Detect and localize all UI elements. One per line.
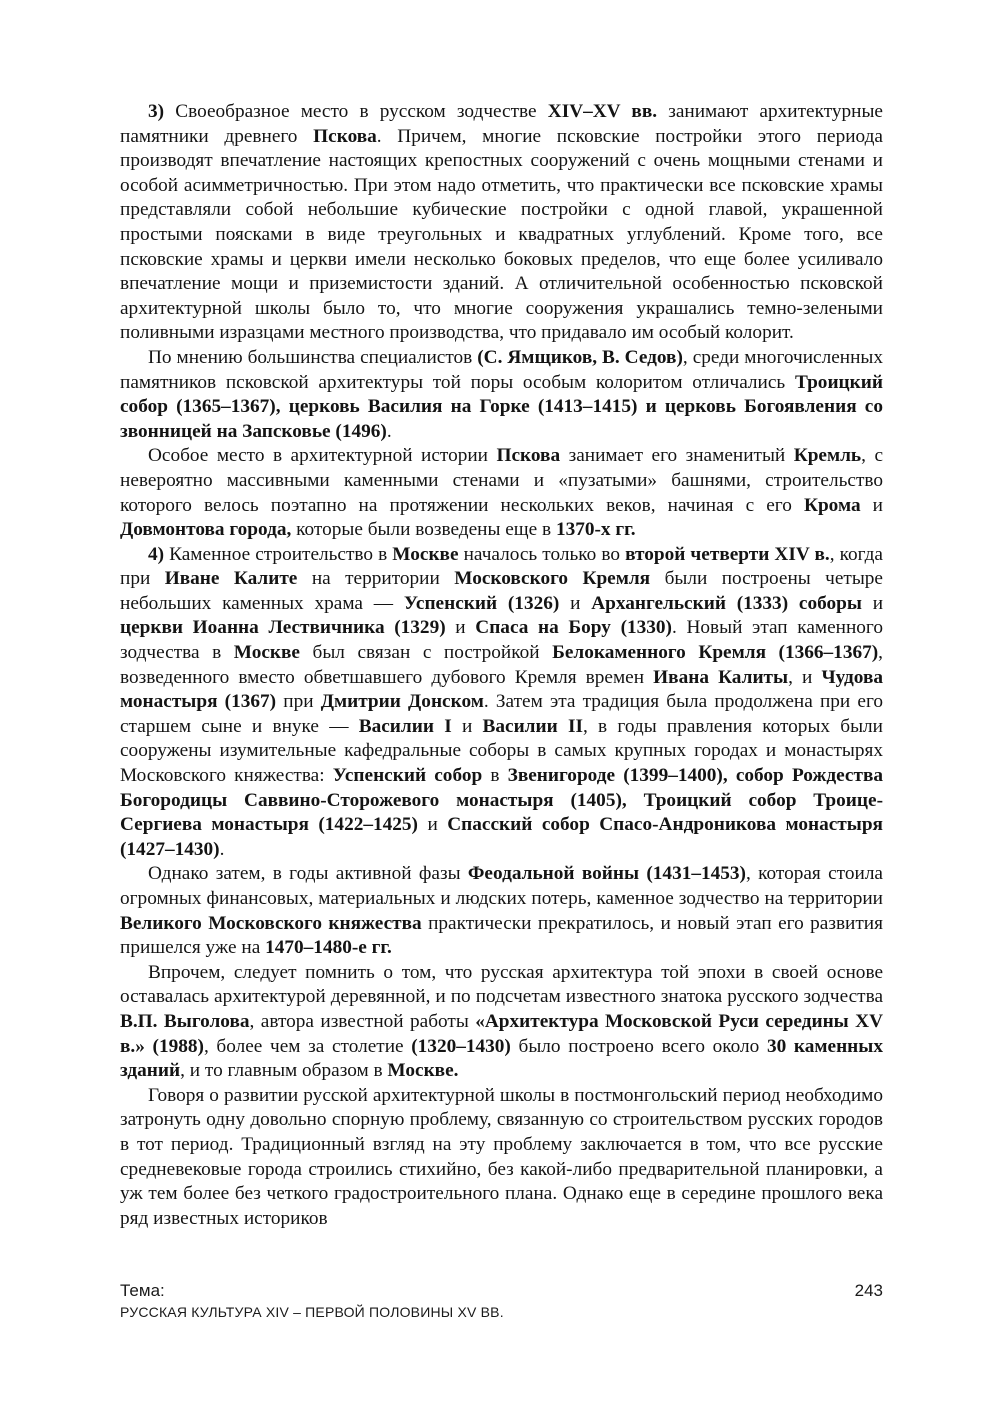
bold-text-run: XIV–XV вв.	[547, 101, 658, 122]
bold-text-run: второй четверти XIV в.	[625, 543, 830, 565]
text-run: Своеобразное место в русском зодчестве	[175, 101, 548, 122]
bold-text-run: 4)	[148, 543, 170, 565]
bold-text-run: Успенский собор	[332, 765, 483, 787]
topic-title: РУССКАЯ КУЛЬТУРА XIV – ПЕРВОЙ ПОЛОВИНЫ XV ВВ.	[120, 1304, 504, 1320]
bold-text-run: Белокаменного Кремля (1366–1367)	[552, 642, 879, 664]
text-run: , возведенного вместо обветшавшего дубового Кремля времен	[120, 642, 883, 688]
bold-text-run: Дмитрии Донском	[320, 691, 484, 713]
paragraph-pskov-architecture	[120, 100, 883, 346]
topic-label: Тема:	[120, 1281, 165, 1300]
bold-text-run: Пскова	[313, 125, 377, 147]
text-run: , более чем за столетие	[203, 1035, 412, 1057]
text-run: которые были возведены еще в	[291, 519, 556, 541]
bold-text-run: Иване Калите	[164, 568, 298, 590]
paragraph-pskov-monuments	[120, 346, 883, 444]
bold-text-run: Кремль	[793, 445, 862, 467]
text-run: Особое место в архитектурной истории	[148, 445, 497, 467]
text-run: занимают архитектурные памятники древнего	[120, 101, 883, 147]
text-run: и	[860, 494, 883, 516]
bold-text-run: (1320–1430)	[411, 1035, 511, 1057]
bold-text-run: 1370-х гг.	[555, 519, 636, 541]
body-text	[120, 100, 883, 1231]
text-run: и	[559, 592, 592, 614]
text-run: на территории	[297, 568, 455, 590]
text-run: , и	[788, 666, 822, 688]
bold-text-run: 3)	[148, 101, 176, 122]
bold-text-run: Звенигороде (1399–1400), собор Рождества Богородицы Саввино-Сторожевого монастыря (1405), Троицкий собор Троице-Сергиева монастыря (1422–1425)	[120, 765, 884, 836]
text-run: По мнению большинства специалистов	[148, 346, 478, 368]
text-run: и	[445, 617, 476, 639]
bold-text-run: Василии II	[482, 715, 583, 737]
text-run: , в годы правления которых были сооружены изумительные кафедральные соборы в самых крупных городах и монастырях Московского княжества:	[120, 715, 883, 787]
bold-text-run: 30 каменных зданий	[120, 1035, 883, 1082]
paragraph-pskov-kremlin	[120, 444, 883, 542]
bold-text-run: 1470–1480-е гг.	[265, 937, 392, 959]
text-run: , и то главным образом в	[180, 1060, 388, 1082]
bold-text-run: Успенский (1326)	[403, 592, 560, 614]
bold-text-run: Феодальной войны (1431–1453)	[467, 863, 746, 885]
text-run: началось только во	[458, 543, 626, 565]
text-run: .	[386, 420, 392, 442]
text-run: , с невероятно массивными каменными стенами и «пузатыми» башнями, строительство которого велось поэтапно на протяжении нескольких веков, начиная с его	[120, 445, 884, 516]
bold-text-run: В.П. Выголова	[120, 1010, 250, 1032]
text-run: . Причем, многие псковские постройки этого периода производят впечатление настоящих крепостных сооружений с очень мощными стенами и особой асимметричностью. При этом надо отметить, что практически все псковские храмы представляли собой небольшие кубические постройки с одной главой, украшенной простыми поясками в виде треугольных и квадратных углублений. Кроме того, все псковские храмы и церкви имели несколько боковых пределов, что еще более усиливало впечатление мощи и приземистости зданий. А отличительной особенностью псковской архитектурной школы было то, что многие сооружения украшались темно-зелеными поливными изразцами местного производства, что придавало им особый колорит.	[120, 125, 883, 344]
text-run: Каменное строительство в	[169, 543, 393, 565]
text-run: , автора известной работы	[249, 1010, 476, 1032]
bold-text-run: Спасский собор Спасо-Андроникова монастыря (1427–1430)	[120, 814, 883, 860]
bold-text-run: Москве	[233, 642, 300, 664]
paragraph-feudal-war	[120, 862, 883, 960]
bold-text-run: Василии I	[358, 715, 452, 737]
bold-text-run: Пскова	[496, 445, 561, 467]
bold-text-run: Чудова монастыря (1367)	[120, 666, 883, 713]
text-run: , когда при	[120, 543, 883, 590]
bold-text-run: «Архитектура Московской Руси середины XV в.» (1988)	[120, 1010, 883, 1057]
text-run: при	[276, 691, 321, 713]
text-run: было построено всего около	[510, 1035, 767, 1057]
bold-text-run: Архангельский (1333) соборы	[591, 592, 862, 614]
text-run: практически прекратилось, и новый этап его развития пришелся уже на	[120, 912, 883, 959]
text-run: Говоря о развитии русской архитектурной школы в постмонгольский период необходимо затронуть одну довольно спорную проблему, связанную со строительством русских городов в тот период. Традиционный взгляд на эту проблему заключается в том, что все русские средневековые города строились стихийно, без какой-либо предварительной планировки, а уж тем более без четкого градостроительного плана. Однако еще в середине прошлого века ряд известных историков	[120, 1084, 883, 1229]
text-run: . Новый этап каменного зодчества в	[120, 617, 883, 664]
text-run: занимает его знаменитый	[560, 445, 794, 467]
bold-text-run: Московского Кремля	[454, 568, 651, 590]
text-run: в	[482, 765, 508, 787]
bold-text-run: (С. Ямщиков, В. Седов)	[477, 346, 683, 368]
bold-text-run: Великого Московского княжества	[120, 912, 422, 934]
paragraph-city-planning	[120, 1084, 883, 1232]
text-run: и	[417, 814, 448, 836]
text-run: , которая стоила огромных финансовых, материальных и людских потерь, каменное зодчество на территории	[120, 863, 883, 909]
paragraph-moscow-stone-building	[120, 543, 883, 863]
bold-text-run: Троицкий собор (1365–1367), церковь Василия на Горке (1413–1415) и церковь Богоявления со звонницей на Запсковье (1496)	[120, 371, 883, 442]
text-run: были построены четыре небольших каменных храма —	[120, 568, 883, 614]
text-run: и	[861, 592, 884, 614]
bold-text-run: Ивана Калиты	[653, 666, 789, 688]
text-run: .	[219, 838, 225, 860]
text-run: и	[451, 715, 483, 737]
bold-text-run: Довмонтова города,	[120, 519, 292, 541]
text-run: . Затем эта традиция была продолжена при его старшем сыне и внуке —	[120, 691, 884, 737]
text-run: Однако затем, в годы активной фазы	[148, 863, 468, 885]
bold-text-run: Крома	[803, 494, 861, 516]
bold-text-run: Спаса на Бору (1330)	[475, 617, 672, 639]
bold-text-run: церкви Иоанна Лествичника (1329)	[120, 617, 446, 639]
page-footer	[120, 1280, 883, 1322]
text-run: был связан с постройкой	[299, 642, 553, 664]
page-number: 243	[854, 1281, 883, 1300]
paragraph-wooden-architecture	[120, 961, 883, 1084]
bold-text-run: Москве.	[387, 1060, 459, 1082]
text-run: , среди многочисленных памятников псковской архитектуры той поры особым колоритом отличались	[120, 346, 884, 393]
text-run: Впрочем, следует помнить о том, что русская архитектура той эпохи в своей основе оставалась архитектурой деревянной, и по подсчетам известного знатока русского зодчества	[120, 961, 883, 1008]
bold-text-run: Москве	[392, 543, 459, 565]
